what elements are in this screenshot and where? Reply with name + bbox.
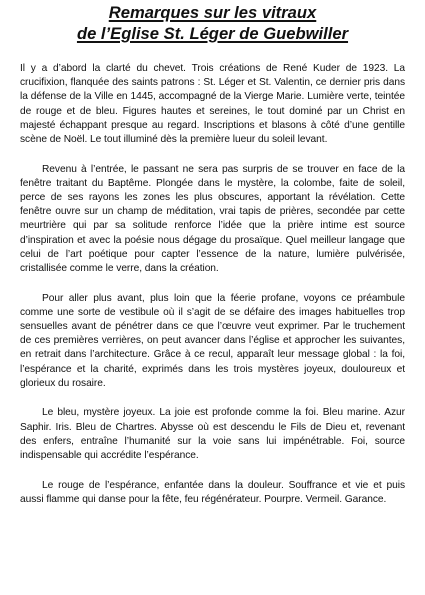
document-body bbox=[20, 62, 405, 507]
document-title bbox=[20, 2, 405, 44]
paragraph-bleu: Le bleu, mystère joyeux. La joie est profonde comme la foi. Bleu marine. Azur Saphir. Iris. Bleu de Chartres. Abysse où est descendu le Fils de Dieu et, revenant des enfers, entraîne l’humanité sur la voie sans lui impénétrable. Foi, source indispensable qui accrédite l’espérance. bbox=[20, 407, 405, 462]
title-line-2: de l’Eglise St. Léger de Guebwiller bbox=[76, 24, 349, 43]
paragraph-preambule: Pour aller plus avant, plus loin que la féerie profane, voyons ce préambule comme une sorte de vestibule où il s’agit de se défaire des images habituelles trop sensuelles avant de pénétrer dans ce que l’œuvre veut exprimer. Par le truchement de ces premières verrières, on peut avancer dans l’église et approcher les suivantes, en retrait dans l’architecture. Grâce à ce recul, apparaît leur message global : la foi, l’espérance et la charité, exprimés dans les trois mystères joyeux, douloureux et glorieux du rosaire. bbox=[20, 292, 405, 389]
paragraph-bapteme: Revenu à l’entrée, le passant ne sera pas surpris de se trouver en face de la fenêtre traitant du Baptême. Plongée dans le mystère, la colombe, faite de soleil, perce de ses rayons les zones les plus obscures, apportant la révélation. Cette fenêtre ouvre sur un champ de méditation, vrai tapis de prières, secondée par cette meurtrière qui par sa solitude renforce l’idée que la prière intime est source d’inspiration et avec la poésie nous dégage du prosaïque. Quel meilleur langage que celui de l’art poétique pour capter l’essence de la nature, lumière pulvérisée, cristallisée comme le verre, dans la création. bbox=[20, 163, 405, 275]
paragraph-chevet: Il y a d’abord la clarté du chevet. Trois créations de René Kuder de 1923. La crucifixion, flanquée des saints patrons : St. Léger et St. Valentin, ce dernier pris dans la défense de la Ville en 1445, accompagné de la Vierge Marie. Lumière verte, teintée de rouge et de bleu. Figures hautes et sereines, le tout dominé par un Christ en majesté échappant presque au regard. Inscriptions et blasons à côté d’une gentille scène de Noël. Le tout illuminé dès la première lueur du soleil levant. bbox=[20, 63, 405, 146]
paragraph-rouge: Le rouge de l’espérance, enfantée dans la douleur. Souffrance et vie et puis aussi flamme qui danse pour la fête, feu régénérateur. Pourpre. Vermeil. Garance. bbox=[20, 479, 405, 505]
title-line-1: Remarques sur les vitraux bbox=[108, 3, 317, 22]
